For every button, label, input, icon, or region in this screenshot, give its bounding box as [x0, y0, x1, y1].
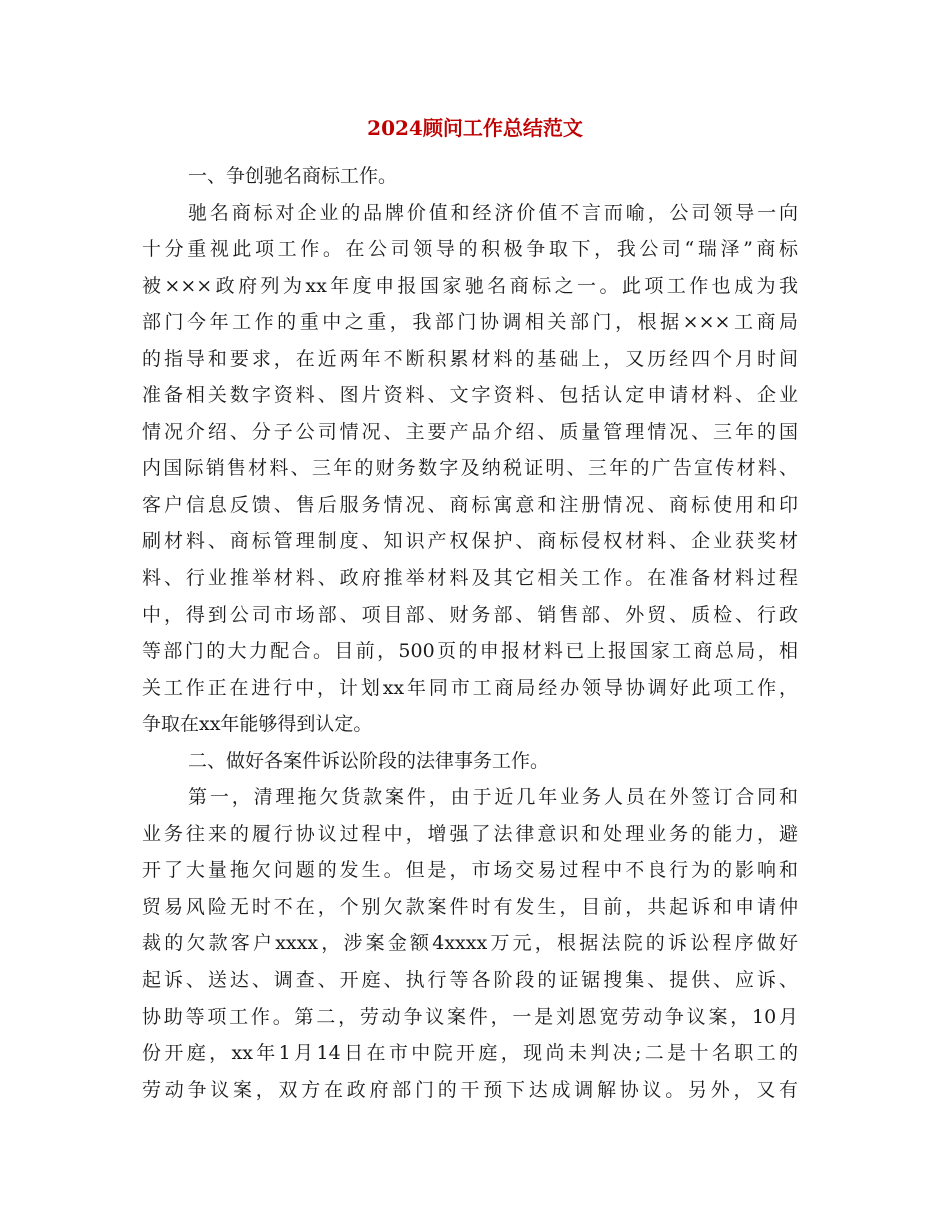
text-line: 劳动争议案，双方在政府部门的干预下达成调解协议。另外，又有 — [142, 1078, 798, 1101]
text-line: 份开庭，xx年1月14日在市中院开庭，现尚未判决;二是十名职工的 — [142, 1042, 798, 1065]
text-line: 争取在xx年能够得到认定。 — [142, 713, 373, 736]
text-line: 料、行业推举材料、政府推举材料及其它相关工作。在准备材料过程 — [142, 567, 798, 590]
text-line: 裁的欠款客户xxxx，涉案金额4xxxx万元，根据法院的诉讼程序做好 — [142, 932, 798, 955]
text-line: 十分重视此项工作。在公司领导的积极争取下，我公司“瑞泽”商标 — [142, 238, 798, 261]
text-line: 被×××政府列为xx年度申报国家驰名商标之一。此项工作也成为我 — [142, 274, 798, 297]
document-body — [142, 158, 798, 1108]
text-line: 业务往来的履行协议过程中，增强了法律意识和处理业务的能力，避 — [142, 822, 798, 845]
text-line: 起诉、送达、调查、开庭、执行等各阶段的证锯搜集、提供、应诉、 — [142, 969, 798, 992]
text-line: 中，得到公司市场部、项目部、财务部、销售部、外贸、质检、行政 — [142, 603, 798, 626]
text-line: 内国际销售材料、三年的财务数字及纳税证明、三年的广告宣传材料、 — [142, 457, 798, 480]
text-line: 开了大量拖欠问题的发生。但是，市场交易过程中不良行为的影响和 — [142, 859, 798, 882]
text-line: 贸易风险无时不在，个别欠款案件时有发生，目前，共起诉和申请仲 — [142, 895, 798, 918]
text-line: 一、争创驰名商标工作。 — [188, 165, 398, 187]
text-line: 情况介绍、分子公司情况、主要产品介绍、质量管理情况、三年的国 — [142, 420, 798, 443]
text-line: 部门今年工作的重中之重，我部门协调相关部门，根据×××工商局 — [142, 311, 798, 334]
text-line: 客户信息反馈、售后服务情况、商标寓意和注册情况、商标使用和印 — [142, 493, 798, 516]
text-line: 准备相关数字资料、图片资料、文字资料、包括认定申请材料、企业 — [142, 384, 798, 407]
document-title: 2024顾问工作总结范文 — [367, 116, 583, 140]
text-line: 的指导和要求，在近两年不断积累材料的基础上，又历经四个月时间 — [142, 347, 798, 370]
text-line: 刷材料、商标管理制度、知识产权保护、商标侵权材料、企业获奖材 — [142, 530, 798, 553]
text-line: 第一，清理拖欠货款案件，由于近几年业务人员在外签订合同和 — [188, 786, 798, 809]
text-line: 驰名商标对企业的品牌价值和经济价值不言而喻，公司领导一向 — [188, 201, 798, 224]
text-line: 二、做好各案件诉讼阶段的法律事务工作。 — [188, 749, 550, 772]
text-line: 协助等项工作。第二，劳动争议案件，一是刘恩宽劳动争议案，10月 — [142, 1005, 798, 1028]
text-line: 等部门的大力配合。目前，500页的申报材料已上报国家工商总局，相 — [142, 640, 798, 663]
text-line: 关工作正在进行中，计划xx年同市工商局经办领导协调好此项工作， — [142, 676, 798, 699]
